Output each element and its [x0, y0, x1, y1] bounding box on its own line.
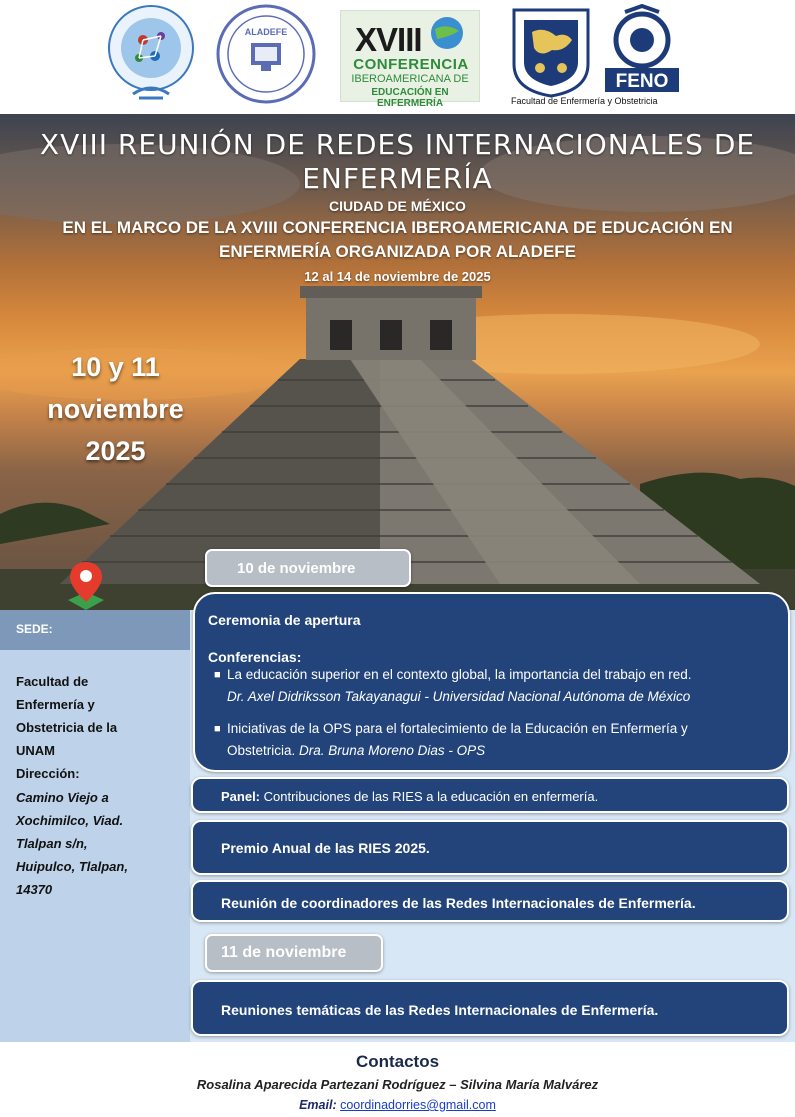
address-line: Tlalpan s/n,	[16, 836, 88, 851]
coordinators-session	[191, 880, 789, 922]
talk2-title-cont	[227, 743, 485, 758]
contacts-title: Contactos	[355, 1052, 440, 1071]
address-label: Dirección:	[16, 766, 80, 781]
venue-line: Obstetricia de la	[16, 720, 118, 735]
day1-main-sessions	[193, 592, 790, 772]
panel-session-text	[221, 789, 598, 804]
event-date-days: 10 y 11	[71, 352, 160, 382]
address-line: Huipulco, Tlalpan,	[16, 859, 128, 874]
conferencia-logo-sub2: EDUCACIÓN EN ENFERMERÍA	[371, 87, 449, 109]
event-title-line1: XVIII REUNIÓN DE REDES INTERNACIONALES DE	[39, 128, 756, 161]
feno-caption: Facultad de Enfermería y Obstetricia	[511, 96, 658, 106]
venue-line: UNAM	[16, 743, 55, 758]
bullet-icon: ■	[214, 723, 221, 735]
contacts-names: Rosalina Aparecida Partezani Rodríguez – Silvina María Malvárez	[196, 1077, 599, 1092]
award-text: Premio Anual de las RIES 2025.	[221, 840, 430, 856]
feno-logo	[603, 4, 681, 94]
redes-internacionales-logo	[103, 2, 199, 106]
panel-label: Panel:	[221, 789, 261, 804]
event-date-year: 2025	[85, 436, 146, 466]
talk1-title: La educación superior en el contexto global, la importancia del trabajo en red.	[227, 667, 692, 682]
event-date-month: noviembre	[47, 394, 184, 424]
email-label: Email:	[299, 1098, 337, 1112]
thematic-session	[191, 980, 789, 1036]
feno-logo-abbr: FENO	[615, 71, 669, 92]
hero-banner	[0, 114, 795, 610]
address-line: Xochimilco, Viad.	[16, 813, 124, 828]
day2-date-tab	[205, 934, 383, 972]
venue-line: Facultad de	[16, 674, 89, 689]
event-title	[0, 128, 795, 196]
unam-seal	[510, 6, 592, 98]
talk2-speaker: Dra. Bruna Moreno Dias - OPS	[299, 743, 486, 758]
address-line: Camino Viejo a	[16, 790, 109, 805]
globe-icon	[429, 15, 465, 51]
conferencia-logo-word: CONFERENCIA	[353, 56, 469, 73]
conferences-heading: Conferencias:	[208, 649, 302, 665]
contacts-email-row	[0, 1098, 795, 1112]
venue-header	[0, 610, 190, 650]
conference-dates: 12 al 14 de noviembre de 2025	[304, 269, 491, 284]
talk1-speaker: Dr. Axel Didriksson Takayanagui - Universidad Nacional Autónoma de México	[227, 689, 691, 704]
location-pin-icon	[66, 560, 106, 612]
logo-strip	[0, 0, 795, 112]
address-line: 14370	[16, 882, 53, 897]
conferencia-logo-roman: XVIII	[355, 21, 422, 58]
event-date	[28, 346, 203, 472]
conferencia-logo-sub1: IBEROAMERICANA DE	[351, 73, 469, 85]
talk2-title: Iniciativas de la OPS para el fortalecimiento de la Educación en Enfermería y	[227, 721, 688, 736]
thematic-text: Reuniones temáticas de las Redes Internacionales de Enfermería.	[221, 1002, 659, 1018]
contacts-section	[0, 1042, 795, 1117]
event-city: CIUDAD DE MÉXICO	[329, 198, 466, 214]
bullet-icon: ■	[214, 669, 221, 681]
panel-session	[191, 777, 789, 813]
talk2-title-line2: Obstetricia.	[227, 743, 296, 758]
panel-topic: Contribuciones de las RIES a la educación en enfermería.	[263, 789, 599, 804]
event-context-line1: EN EL MARCO DE LA XVIII CONFERENCIA IBEROAMERICANA DE EDUCACIÓN EN	[62, 218, 733, 237]
venue-label: SEDE:	[16, 622, 53, 636]
award-session	[191, 820, 789, 875]
aladefe-logo-text: ALADEFE	[244, 27, 288, 37]
email-link[interactable]: coordinadorries@gmail.com	[340, 1098, 496, 1112]
aladefe-logo	[215, 3, 317, 105]
day1-date-tab	[205, 549, 411, 587]
day2-date-label: 11 de noviembre	[221, 944, 347, 961]
event-context-line2: ENFERMERÍA ORGANIZADA POR ALADEFE	[219, 242, 576, 261]
day1-date-label: 10 de noviembre	[237, 559, 356, 577]
coordinators-text: Reunión de coordinadores de las Redes Internacionales de Enfermería.	[221, 895, 696, 911]
event-title-line2: ENFERMERÍA	[302, 162, 493, 195]
venue-details	[0, 650, 190, 1042]
venue-line: Enfermería y	[16, 697, 95, 712]
opening-ceremony: Ceremonia de apertura	[208, 612, 361, 628]
conferencia-logo	[340, 10, 480, 109]
